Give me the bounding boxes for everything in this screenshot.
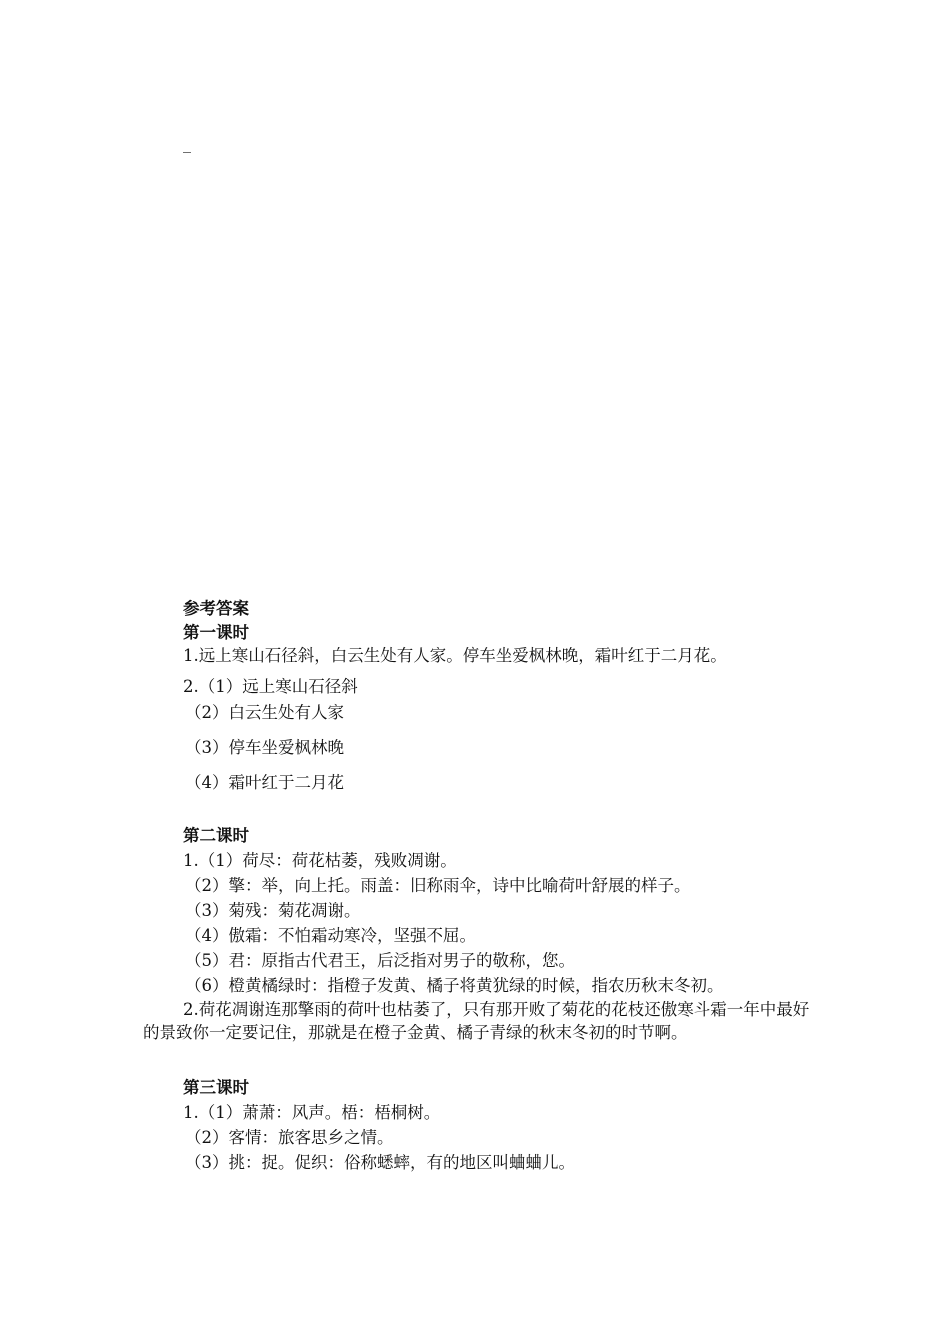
lesson2-item: （2）擎：举，向上托。雨盖：旧称雨伞，诗中比喻荷叶舒展的样子。 [185, 876, 691, 895]
lesson2-heading: 第二课时 [183, 826, 249, 845]
answer-section [143, 597, 823, 1175]
lesson1-q1: 1.远上寒山石径斜，白云生处有人家。停车坐爱枫林晚，霜叶红于二月花。 [183, 646, 727, 665]
lesson3-item: （2）客情：旅客思乡之情。 [185, 1128, 394, 1147]
lesson1-item: （2）白云生处有人家 [185, 703, 344, 722]
lesson2-q1: 1.（1）荷尽：荷花枯萎，残败凋谢。 [183, 851, 457, 870]
lesson3-item: （3）挑：捉。促织：俗称蟋蟀，有的地区叫蛐蛐儿。 [185, 1153, 575, 1172]
lesson2-item: （3）菊残：菊花凋谢。 [185, 901, 361, 920]
lesson2-item: （6）橙黄橘绿时：指橙子发黄、橘子将黄犹绿的时候，指农历秋末冬初。 [185, 976, 724, 995]
lesson1-q2: 2.（1）远上寒山石径斜 [183, 677, 358, 696]
lesson2-item: （4）傲霜：不怕霜动寒冷，坚强不屈。 [185, 926, 476, 945]
answers-title: 参考答案 [183, 599, 249, 618]
lesson3-heading: 第三课时 [183, 1078, 249, 1097]
lesson3-q1: 1.（1）萧萧：风声。梧：梧桐树。 [183, 1103, 441, 1122]
lesson1-item: （4）霜叶红于二月花 [185, 773, 344, 792]
lesson2-item: （5）君：原指古代君王，后泛指对男子的敬称，您。 [185, 951, 575, 970]
stray-mark: _ [183, 134, 191, 153]
lesson1-item: （3）停车坐爱枫林晚 [185, 738, 344, 757]
lesson2-q2: 2.荷花凋谢连那擎雨的荷叶也枯萎了，只有那开败了菊花的花枝还傲寒斗霜一年中最好的景致你一定要记住，那就是在橙子金黄、橘子青绿的秋末冬初的时节啊。 [143, 1000, 810, 1042]
lesson1-heading: 第一课时 [183, 623, 249, 642]
